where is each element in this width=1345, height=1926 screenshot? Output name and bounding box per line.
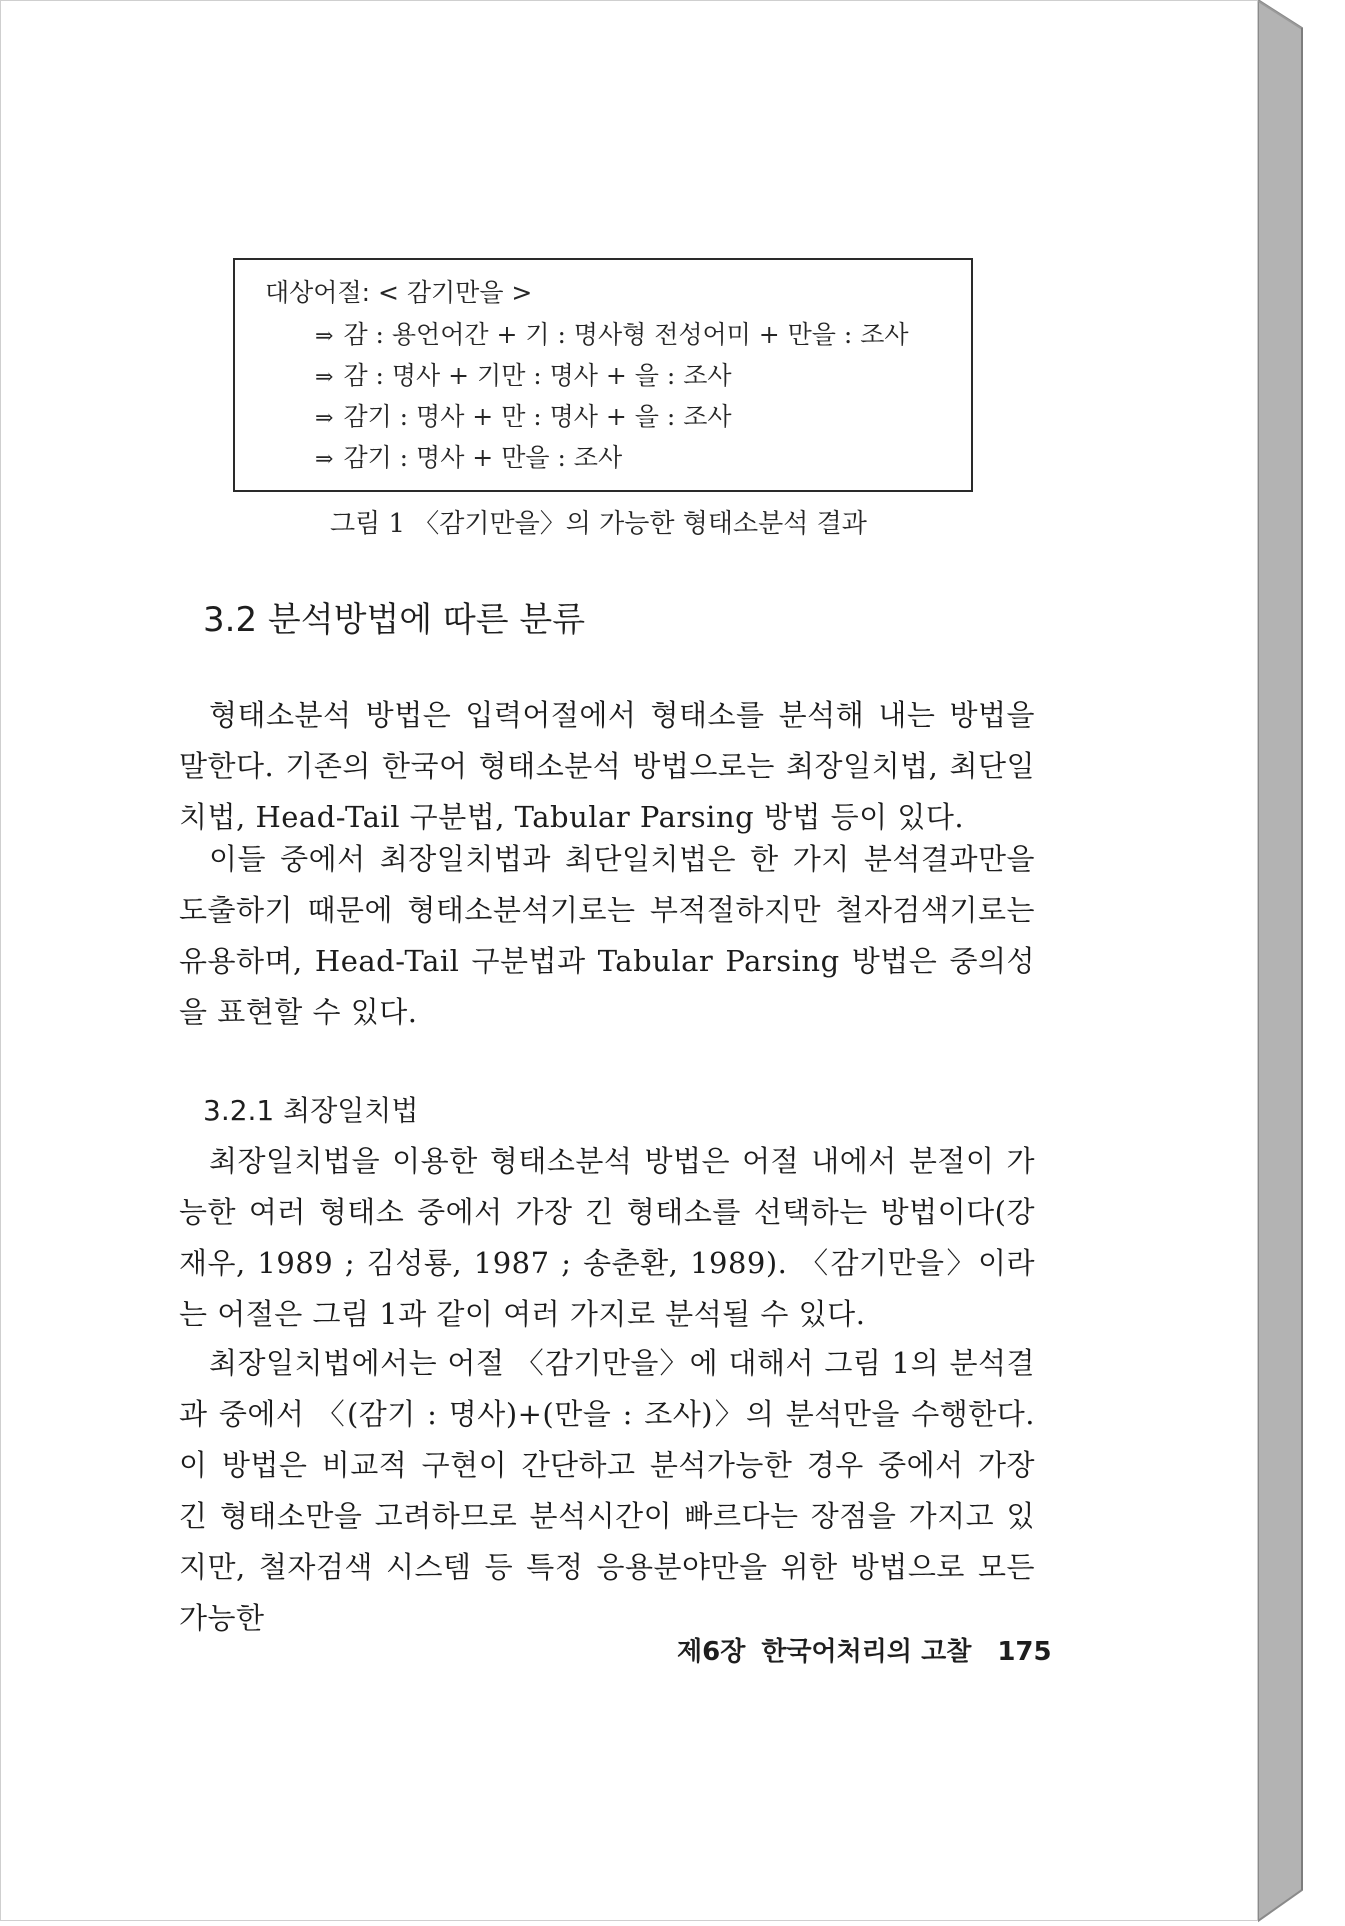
body-paragraph bbox=[179, 834, 1035, 1038]
implies-arrow-icon: ⇒ bbox=[315, 365, 334, 390]
implies-arrow-icon: ⇒ bbox=[315, 447, 334, 472]
analysis-text: 감기 : 명사 + 만 : 명사 + 을 : 조사 bbox=[343, 402, 732, 431]
implies-arrow-icon: ⇒ bbox=[315, 406, 334, 431]
figure-analysis-line bbox=[315, 320, 909, 352]
analysis-text: 감 : 명사 + 기만 : 명사 + 을 : 조사 bbox=[343, 361, 732, 390]
figure-caption: 그림 1 〈감기만을〉의 가능한 형태소분석 결과 bbox=[330, 509, 867, 539]
running-footer bbox=[677, 1635, 1052, 1669]
body-paragraph bbox=[179, 1136, 1035, 1340]
body-paragraph bbox=[179, 1338, 1035, 1644]
figure-target-word: 대상어절: < 감기만을 > bbox=[265, 278, 533, 307]
subsection-heading: 3.2.1 최장일치법 bbox=[203, 1094, 419, 1127]
section-heading: 3.2 분석방법에 따른 분류 bbox=[203, 600, 586, 640]
analysis-text: 감기 : 명사 + 만을 : 조사 bbox=[343, 443, 623, 472]
page-edge-shading bbox=[1258, 0, 1345, 1926]
figure-analysis-line bbox=[315, 402, 732, 434]
analysis-text: 감 : 용언어간 + 기 : 명사형 전성어미 + 만을 : 조사 bbox=[343, 320, 909, 349]
figure-analysis-line bbox=[315, 361, 732, 393]
implies-arrow-icon: ⇒ bbox=[315, 324, 334, 349]
page-number: 175 bbox=[997, 1637, 1052, 1667]
footer-title: 한국어처리의 고찰 bbox=[761, 1637, 972, 1667]
paragraph-text: 이들 중에서 최장일치법과 최단일치법은 한 가지 분석결과만을 도출하기 때문에 형태소분석기로는 부적절하지만 철자검색기로는 유용하며, Head-Tail 구분법과 Tabular Parsing 방법은 중의성을 표현할 수 있다. bbox=[179, 842, 1035, 1029]
paragraph-text: 최장일치법에서는 어절 〈감기만을〉에 대해서 그림 1의 분석결과 중에서 〈(감기 : 명사)+(만을 : 조사)〉의 분석만을 수행한다. 이 방법은 비교적 구현이 간단하고 분석가능한 경우 중에서 가장 긴 형태소만을 고려하므로 분석시간이 빠르다는 장점을 가지고 있지만, 철자검색 시스템 등 특정 응용분야만을 위한 방법으로 모든 가능한 bbox=[179, 1346, 1035, 1635]
figure-box bbox=[233, 258, 973, 492]
figure-analysis-line bbox=[315, 443, 622, 475]
paragraph-text: 형태소분석 방법은 입력어절에서 형태소를 분석해 내는 방법을 말한다. 기존의 한국어 형태소분석 방법으로는 최장일치법, 최단일치법, Head-Tail 구분법, Tabular Parsing 방법 등이 있다. bbox=[179, 698, 1035, 834]
footer-chapter: 제6장 bbox=[677, 1637, 746, 1667]
body-paragraph bbox=[179, 690, 1035, 843]
paragraph-text: 최장일치법을 이용한 형태소분석 방법은 어절 내에서 분절이 가능한 여러 형태소 중에서 가장 긴 형태소를 선택하는 방법이다(강재우, 1989 ; 김성룡, 1987 ; 송춘환, 1989). 〈감기만을〉이라는 어절은 그림 1과 같이 여러 가지로 분석될 수 있다. bbox=[179, 1144, 1035, 1331]
